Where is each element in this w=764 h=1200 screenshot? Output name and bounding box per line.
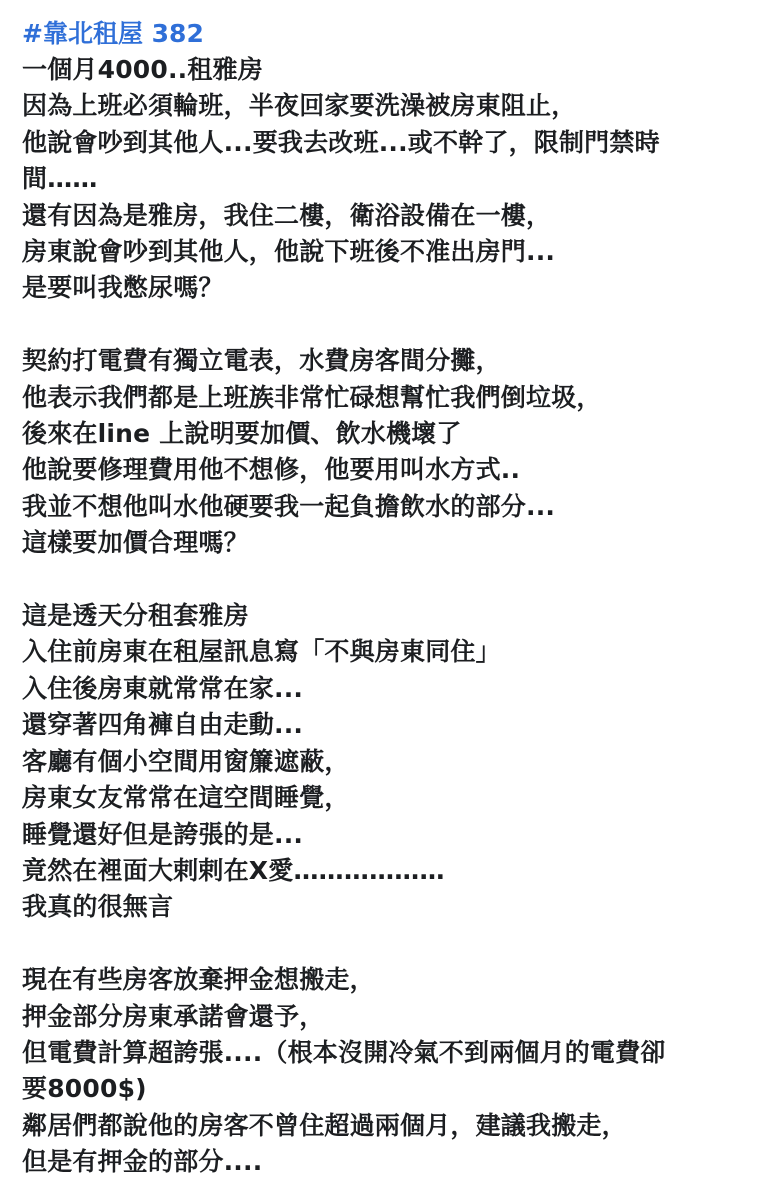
- text-line: 還穿著四角褲自由走動...: [22, 710, 304, 740]
- text-line: 入住前房東在租屋訊息寫「不與房東同住」: [22, 637, 501, 667]
- text-line: 押金部分房東承諾會還予，: [22, 1001, 325, 1031]
- text-line: 這樣要加價合理嗎？: [22, 528, 249, 558]
- hashtag-link[interactable]: #靠北租屋 382: [22, 19, 204, 48]
- text-line: 他說會吵到其他人...要我去改班...或不幹了，限制門禁時: [22, 127, 660, 157]
- text-line: 要8000$): [22, 1074, 147, 1104]
- paragraph-2: [22, 343, 752, 561]
- text-line: 我真的很無言: [22, 892, 174, 922]
- text-line: 房東說會吵到其他人，他說下班後不准出房門...: [22, 237, 556, 267]
- text-line: 但是有押金的部分....: [22, 1147, 263, 1177]
- paragraph-gap: [22, 307, 752, 343]
- text-line: 他說要修理費用他不想修，他要用叫水方式..: [22, 455, 521, 485]
- text-line: 但電費計算超誇張....（根本沒開冷氣不到兩個月的電費卻: [22, 1037, 666, 1067]
- text-line: 現在有些房客放棄押金想搬走，: [22, 965, 375, 995]
- text-line: 睡覺還好但是誇張的是...: [22, 819, 304, 849]
- text-line: 間……: [22, 164, 98, 194]
- paragraph-3: [22, 598, 752, 926]
- text-line: 一個月4000..租雅房: [22, 55, 263, 84]
- paragraph-1: [22, 52, 752, 307]
- text-line: 我並不想他叫水他硬要我一起負擔飲水的部分...: [22, 491, 556, 521]
- post-body: [22, 16, 752, 1181]
- paragraph-gap: [22, 926, 752, 962]
- paragraph-4: [22, 962, 752, 1180]
- text-line: 後來在line 上說明要加價、飲水機壞了: [22, 419, 462, 449]
- text-line: 這是透天分租套雅房: [22, 601, 249, 631]
- text-line: 還有因為是雅房，我住二樓，衛浴設備在一樓，: [22, 200, 552, 230]
- text-line: 竟然在裡面大剌剌在X愛………………: [22, 855, 445, 885]
- paragraph-gap: [22, 562, 752, 598]
- text-line: 房東女友常常在這空間睡覺，: [22, 783, 350, 813]
- text-line: 因為上班必須輪班，半夜回家要洗澡被房東阻止，: [22, 91, 577, 121]
- text-line: 他表示我們都是上班族非常忙碌想幫忙我們倒垃圾，: [22, 382, 602, 412]
- text-line: 客廳有個小空間用窗簾遮蔽，: [22, 746, 350, 776]
- text-line: 鄰居們都說他的房客不曾住超過兩個月，建議我搬走，: [22, 1110, 627, 1140]
- text-line: 入住後房東就常常在家...: [22, 673, 304, 703]
- text-line: 是要叫我憋尿嗎？: [22, 273, 224, 303]
- text-line: 契約打電費有獨立電表，水費房客間分攤，: [22, 346, 501, 376]
